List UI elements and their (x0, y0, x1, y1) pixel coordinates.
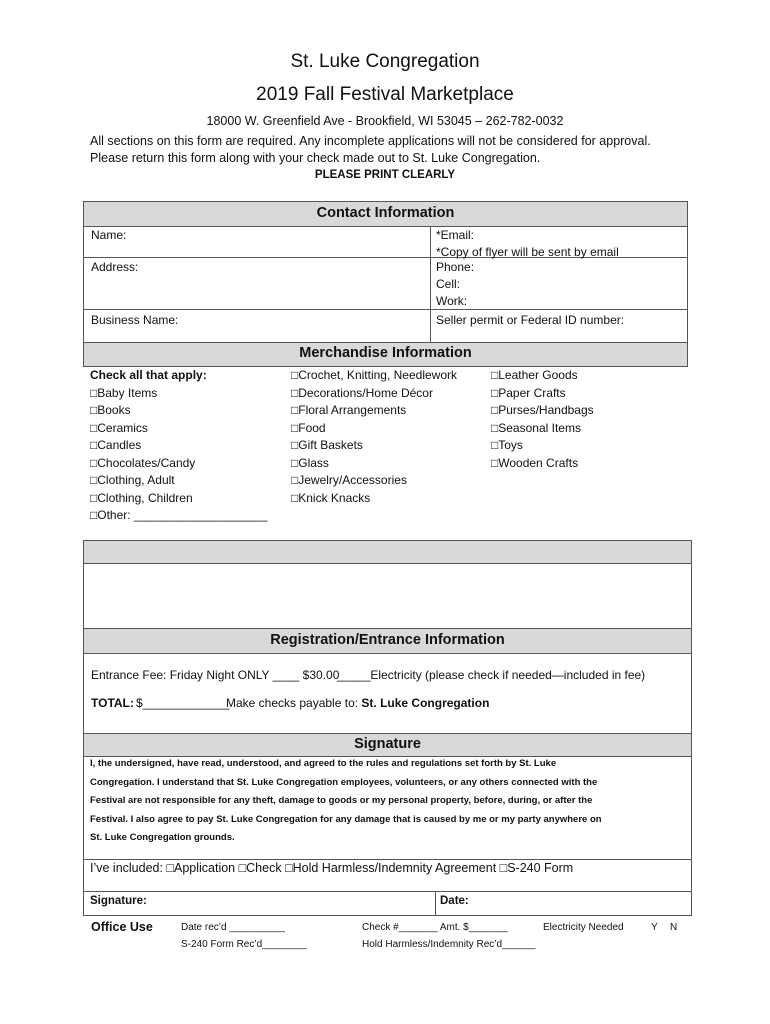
cell-field[interactable]: Cell: (436, 277, 461, 291)
notice-return: Please return this form along with your check made out to St. Luke Congregation. (90, 151, 541, 165)
electricity-line[interactable]: _____Electricity (please check if needed—included in fee) (337, 668, 646, 682)
registration-section (83, 628, 692, 734)
merch-title: Merchandise Information (299, 345, 472, 361)
blank-header-bg (84, 541, 691, 563)
option-ceramics[interactable]: □Ceramics (90, 420, 148, 435)
address-field[interactable]: Address: (91, 260, 139, 274)
office-use-label: Office Use (91, 920, 153, 934)
agreement-line: St. Luke Congregation grounds. (90, 832, 235, 843)
event-title: 2019 Fall Festival Marketplace (256, 84, 514, 105)
option-chocolates[interactable]: □Chocolates/Candy (90, 455, 196, 470)
agreement-line: Festival are not responsible for any theft, damage to goods or my personal property, before, during, or after the (90, 795, 593, 806)
check-amount[interactable]: Check #_______ Amt. $_______ (362, 922, 508, 933)
option-books[interactable]: □Books (90, 403, 131, 417)
merch-column-2 (291, 367, 457, 507)
total-label: TOTAL: (91, 696, 134, 710)
option-wooden-crafts[interactable]: □Wooden Crafts (491, 455, 579, 470)
merch-header (83, 343, 688, 367)
agreement-line: I, the undersigned, have read, understood, and agreed to the rules and regulations set forth by St. Luke (90, 758, 557, 769)
option-purses[interactable]: □Purses/Handbags (491, 403, 594, 417)
option-seasonal[interactable]: □Seasonal Items (491, 420, 581, 435)
email-field[interactable]: *Email: (436, 228, 475, 242)
payable-text: Make checks payable to: (226, 696, 359, 710)
option-floral[interactable]: □Floral Arrangements (291, 403, 407, 417)
entrance-fee-line[interactable]: Entrance Fee: Friday Night ONLY ____ $30.00 (91, 668, 340, 682)
option-candles[interactable]: □Candles (90, 438, 142, 452)
agreement-line: Congregation. I understand that St. Luke Congregation employees, volunteers, or any others connected with the (90, 776, 598, 788)
registration-title: Registration/Entrance Information (270, 632, 505, 648)
electricity-yes[interactable]: Y (651, 922, 658, 933)
org-title: St. Luke Congregation (290, 51, 480, 72)
seller-permit-field[interactable]: Seller permit or Federal ID number: (436, 313, 625, 327)
name-field[interactable]: Name: (91, 228, 127, 242)
option-decorations[interactable]: □Decorations/Home Décor (291, 385, 433, 400)
option-glass[interactable]: □Glass (291, 455, 329, 470)
option-knick-knacks[interactable]: □Knick Knacks (291, 490, 371, 505)
contact-title: Contact Information (316, 205, 455, 221)
total-field[interactable]: $_____________ (136, 696, 230, 710)
option-crochet[interactable]: □Crochet, Knitting, Needlework (291, 368, 457, 382)
electricity-needed: Electricity Needed (543, 922, 624, 933)
print-clearly: PLEASE PRINT CLEARLY (314, 169, 456, 181)
option-gift-baskets[interactable]: □Gift Baskets (291, 438, 363, 452)
option-other[interactable]: □Other: ____________________ (90, 508, 268, 522)
option-toys[interactable]: □Toys (491, 438, 523, 452)
hold-harmless-received[interactable]: Hold Harmless/Indemnity Rec’d______ (362, 939, 536, 950)
merch-column-1 (90, 367, 267, 525)
option-clothing-children[interactable]: □Clothing, Children (90, 490, 193, 505)
phone-field[interactable]: Phone: (436, 260, 475, 274)
payable-line (226, 696, 489, 710)
work-field[interactable]: Work: (436, 294, 468, 308)
option-jewelry[interactable]: □Jewelry/Accessories (291, 473, 407, 487)
date-field[interactable]: Date: (440, 895, 469, 907)
option-food[interactable]: □Food (291, 420, 326, 435)
check-all-label: Check all that apply: (90, 368, 207, 382)
email-note: *Copy of flyer will be sent by email (436, 245, 619, 259)
option-paper-crafts[interactable]: □Paper Crafts (491, 385, 566, 400)
electricity-no[interactable]: N (670, 922, 678, 933)
contact-section (83, 201, 688, 343)
agreement-text (90, 755, 690, 848)
signature-field[interactable]: Signature: (90, 895, 147, 907)
option-leather[interactable]: □Leather Goods (491, 368, 578, 382)
org-address: 18000 W. Greenfield Ave - Brookfield, WI 53045 – 262-782-0032 (206, 114, 564, 128)
signature-title: Signature (354, 736, 421, 752)
blank-section (83, 540, 692, 629)
option-clothing-adult[interactable]: □Clothing, Adult (90, 473, 175, 487)
business-name-field[interactable]: Business Name: (91, 313, 179, 327)
payable-to: St. Luke Congregation (361, 696, 490, 710)
option-baby-items[interactable]: □Baby Items (90, 385, 158, 400)
merch-column-3 (491, 367, 594, 472)
s240-received[interactable]: S-240 Form Rec’d________ (181, 939, 307, 950)
notice-required: All sections on this form are required. Any incomplete applications will not be considered for approval. (90, 134, 651, 148)
included-checklist[interactable]: I’ve included: □Application □Check □Hold Harmless/Indemnity Agreement □S-240 Form (90, 861, 574, 875)
agreement-line: Festival. I also agree to pay St. Luke Congregation for any damage that is caused by me or my party anywhere on (90, 813, 602, 825)
date-received[interactable]: Date rec’d __________ (181, 922, 285, 933)
